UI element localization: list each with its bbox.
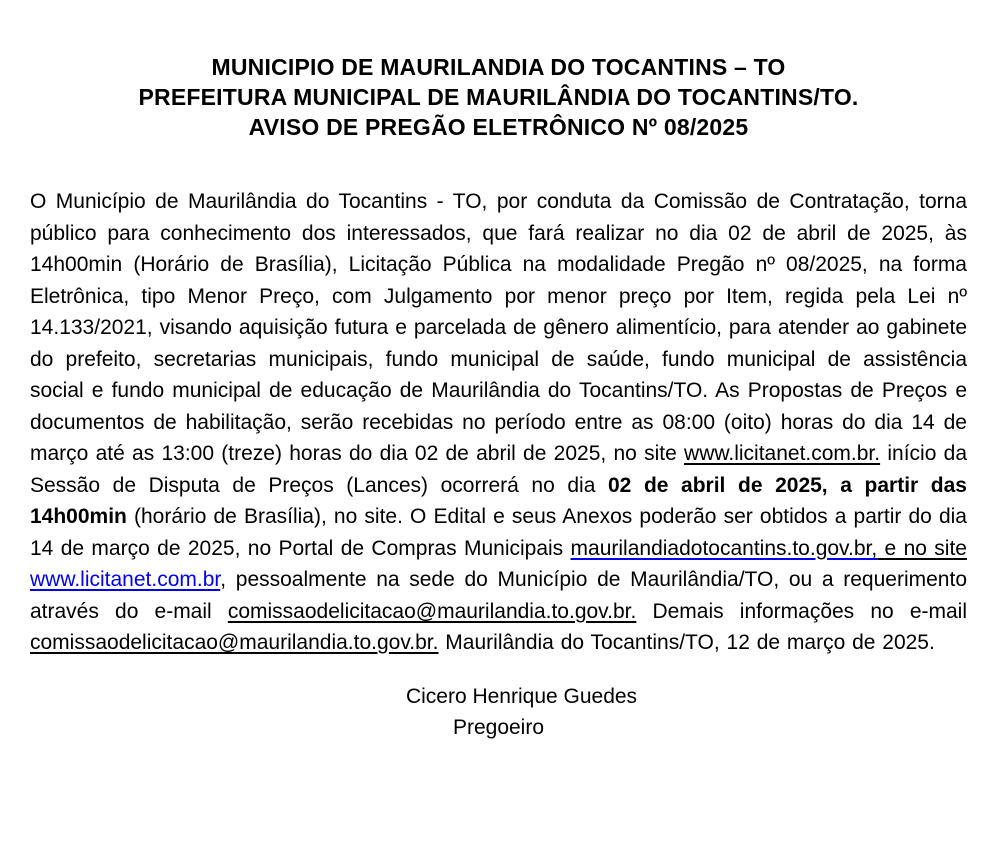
signature-block	[30, 681, 967, 744]
title-line-aviso: AVISO DE PREGÃO ELETRÔNICO Nº 08/2025	[248, 114, 749, 140]
licitanet-url-underlined[interactable]: www.licitanet.com.br.	[684, 442, 881, 465]
signer-name: Cicero Henrique Guedes	[405, 684, 638, 708]
notice-text: (horário de Brasília), no site. O Edital e seus Anexos poderão ser obtidos a partir do dia 14 de março de 2025, no Portal de Compras Municipais	[30, 505, 967, 560]
notice-body	[30, 186, 967, 659]
title-line-municipio: MUNICIPIO DE MAURILANDIA DO TOCANTINS – TO	[211, 54, 786, 80]
notice-text: início da Sessão de Disputa de Preços (Lances) ocorrerá no dia	[30, 442, 968, 497]
session-date-bold: 02 de abril de 2025, a partir das 14h00min	[30, 473, 967, 528]
notice-text: Maurilândia do Tocantins/TO, 12 de março de 2025.	[438, 631, 935, 654]
notice-text: Demais informações no e-mail	[636, 599, 967, 623]
signer-role: Pregoeiro	[452, 716, 545, 739]
notice-text-underlined: e no site	[877, 536, 967, 560]
document-title	[30, 52, 967, 142]
comissao-email-link[interactable]: comissaodelicitacao@maurilandia.to.gov.br.	[30, 631, 439, 654]
notice-text: , pessoalmente na sede do Município de Maurilândia/TO, ou a requerimento através do e-mail	[30, 568, 967, 623]
licitanet-link[interactable]: www.licitanet.com.br	[30, 568, 221, 591]
portal-compras-url[interactable]: maurilandiadotocantins.to.gov.br,	[570, 536, 878, 560]
comissao-email-link[interactable]: comissaodelicitacao@maurilandia.to.gov.br.	[227, 599, 637, 623]
notice-text: O Município de Maurilândia do Tocantins - TO, por conduta da Comissão de Contratação, torna público para conhecimento dos interessados, que fará realizar no dia 02 de abril de 2025, às 14h00min (Horário de Brasília), Licitação Pública na modalidade Pregão nº 08/2025, na forma Eletrônica, tipo Menor Preço, com Julgamento por menor preço por Item, regida pela Lei nº 14.133/2021, visando aquisição futura e parcelada de gênero alimentício, para atender ao gabinete do prefeito, secretarias municipais, fundo municipal de saúde, fundo municipal de assistência social e fundo municipal de educação de Maurilândia do Tocantins/TO. As Propostas de Preços e documentos de habilitação, serão recebidas no período entre as 08:00 (oito) horas do dia 14 de março até as 13:00 (treze) horas do dia 02 de abril de 2025, no site	[30, 190, 967, 465]
title-line-prefeitura: PREFEITURA MUNICIPAL DE MAURILÂNDIA DO TOCANTINS/TO.	[138, 84, 859, 110]
